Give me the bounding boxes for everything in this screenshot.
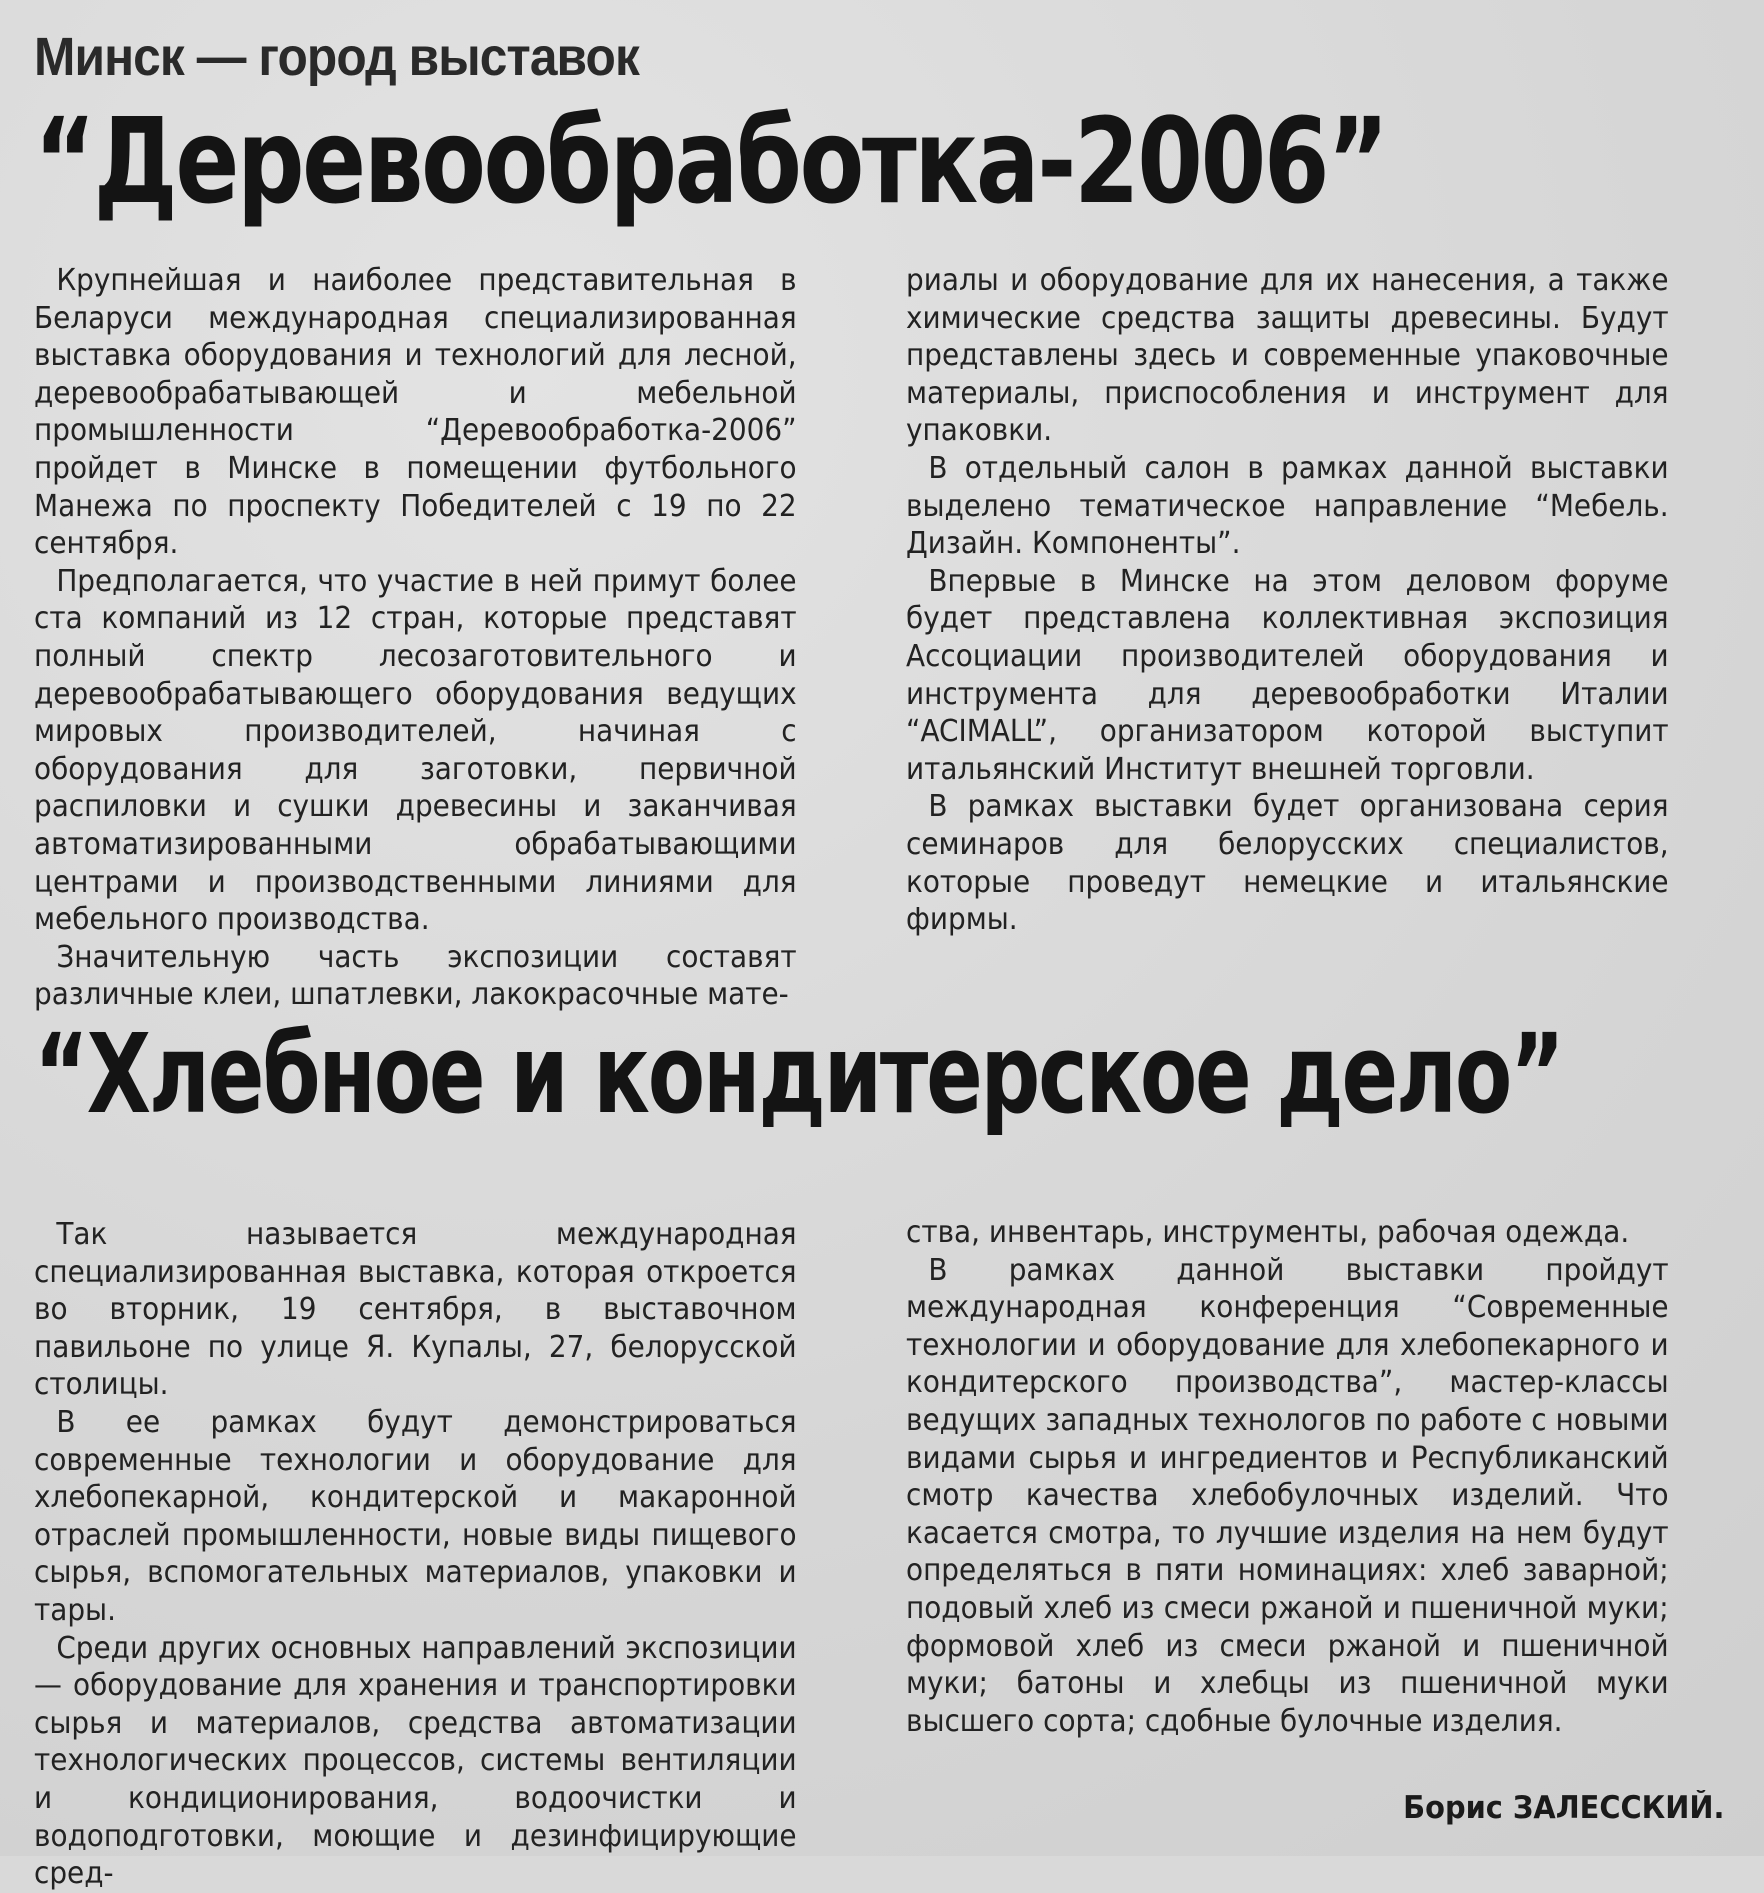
article1-paragraph: Впервые в Минске на этом деловом форуме будет представлена коллективная экспозиция Ассоциации производителей оборудования и инструмента для деревообработки Италии “ACIMALL”, организатором которой выступит итальянский Институт внешней торговли.: [906, 563, 1669, 787]
author-byline: Борис ЗАЛЕССКИЙ.: [1402, 1790, 1724, 1826]
article2-headline: “Хлебное и кондитерское дело”: [34, 1010, 1563, 1138]
article1-paragraph-continued: риалы и оборудование для их нанесения, а также химические средства защиты древесины. Будут представлены здесь и современные упаковочные материалы, приспособления и инструмент для упаковки.: [906, 263, 1669, 449]
article2-paragraph-continued: ства, инвентарь, инструменты, рабочая одежда.: [906, 1215, 1630, 1250]
article2-right-column: [906, 1214, 1669, 1740]
article1-paragraph: Предполагается, что участие в ней примут более ста компаний из 12 стран, которые представят полный спектр лесозаготовительного и деревообрабатывающего оборудования ведущих мировых производителей, начиная с оборудования для заготовки, первичной распиловки и сушки древесины и заканчивая автоматизированными обрабатывающими центрами и производственными линиями для мебельного производства.: [34, 563, 797, 938]
article1-paragraph: В рамках выставки будет организована серия семинаров для белорусских специалистов, которые проведут немецкие и итальянские фирмы.: [906, 789, 1669, 938]
article1-paragraph: В отдельный салон в рамках данной выставки выделено тематическое направление “Мебель. Дизайн. Компоненты”.: [906, 450, 1669, 562]
article2-paragraph: В рамках данной выставки пройдут международная конференция “Современные технологии и оборудование для хлебопекарного и кондитерского производства”, мастер-классы ведущих западных технологов по работе с новыми видами сырья и ингредиентов и Республиканский смотр качества хлебобулочных изделий. Что касается смотра, то лучшие изделия на нем будут определяться в пяти номинациях: хлеб заварной; подовый хлеб из смеси ржаной и пшеничной муки; формовой хлеб из смеси ржаной и пшеничной муки; батоны и хлебцы из пшеничной муки высшего сорта; сдобные булочные изделия.: [906, 1252, 1669, 1739]
article1-right-column: [906, 262, 1669, 939]
article2-paragraph: В ее рамках будут демонстрироваться современные технологии и оборудование для хлебопекарной, кондитерской и макаронной отраслей промышленности, новые виды пищевого сырья, вспомогательных материалов, упаковки и тары.: [34, 1404, 797, 1628]
rubric-title: Минск — город выставок: [34, 27, 639, 87]
article2-paragraph: Среди других основных направлений экспозиции — оборудование для хранения и транспортировки сырья и материалов, средства автоматизации технологических процессов, системы вентиляции и кондиционирования, водоочистки и водоподготовки, моющие и дезинфицирующие сред-: [34, 1630, 797, 1892]
article1-headline: “Деревообработка-2006”: [34, 92, 1387, 230]
article1-paragraph: Крупнейшая и наиболее представительная в Беларуси международная специализированная выставка оборудования и технологий для лесной, деревообрабатывающей и мебельной промышленности “Деревообработка-2006” пройдет в Минске в помещении футбольного Манежа по проспекту Победителей с 19 по 22 сентября.: [34, 263, 797, 562]
article2-paragraph: Так называется международная специализированная выставка, которая откроется во вторник, 19 сентября, в выставочном павильоне по улице Я. Купалы, 27, белорусской столицы.: [34, 1217, 797, 1403]
article1-paragraph: Значительную часть экспозиции составят различные клеи, шпатлевки, лакокрасочные мате-: [34, 939, 797, 1013]
article1-left-column: [34, 262, 797, 1014]
article2-left-column: [34, 1216, 797, 1893]
